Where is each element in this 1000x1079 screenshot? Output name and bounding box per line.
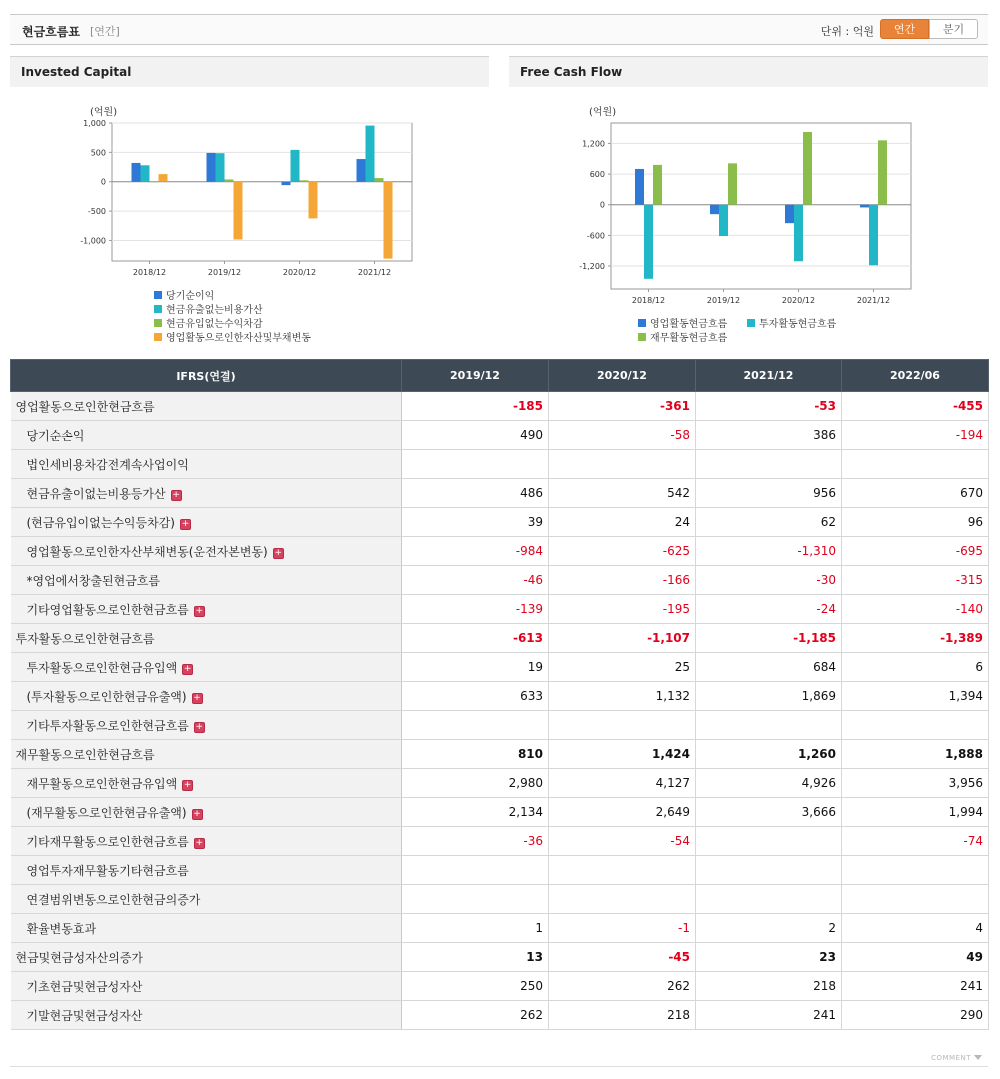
column-header: 2021/12 — [696, 360, 842, 392]
row-label[interactable] — [11, 827, 402, 856]
row-label[interactable] — [11, 682, 402, 711]
table-row — [11, 653, 989, 682]
row-label[interactable] — [11, 479, 402, 508]
free-cash-flow-title: Free Cash Flow — [509, 56, 988, 87]
bar — [150, 181, 159, 182]
table-cell: 1,424 — [549, 740, 696, 769]
table-cell — [549, 885, 696, 914]
row-label-text: 기초현금및현금성자산 — [26, 979, 143, 994]
x-tick-label: 2020/12 — [282, 268, 317, 277]
table-cell: -195 — [549, 595, 696, 624]
table-cell: 39 — [402, 508, 549, 537]
table-cell — [696, 885, 842, 914]
table-row — [11, 856, 989, 885]
bar — [357, 159, 366, 182]
y-tick-label: 600 — [589, 170, 605, 180]
row-label-text: 투자활동으로인한현금흐름 — [15, 631, 155, 646]
table-cell: 1,994 — [842, 798, 989, 827]
column-header: 2019/12 — [402, 360, 549, 392]
bar — [216, 153, 225, 182]
expand-plus-icon[interactable]: + — [172, 489, 180, 500]
y-tick-label: -1,200 — [579, 262, 605, 272]
table-cell: 19 — [402, 653, 549, 682]
table-cell — [549, 711, 696, 740]
statement-header — [10, 14, 988, 45]
table-cell: -613 — [402, 624, 549, 653]
table-row — [11, 421, 989, 450]
column-header: 2022/06 — [842, 360, 989, 392]
bar — [794, 205, 803, 262]
free-cash-flow-chart — [509, 86, 988, 356]
expand-plus-icon[interactable]: + — [195, 721, 204, 732]
table-row — [11, 479, 989, 508]
period-label: [연간] — [90, 25, 120, 38]
table-cell: 250 — [402, 972, 549, 1001]
table-cell: 1,869 — [696, 682, 842, 711]
row-label — [11, 740, 402, 769]
quarter-toggle-button[interactable]: 분기 — [929, 19, 978, 39]
table-cell: -1,310 — [696, 537, 842, 566]
row-label-text: (현금유입이없는수익등차감) — [26, 515, 175, 530]
table-cell — [696, 711, 842, 740]
y-tick-label: -600 — [586, 231, 605, 241]
y-tick-label: -500 — [87, 207, 106, 217]
legend-swatch — [154, 305, 162, 313]
row-label[interactable] — [11, 711, 402, 740]
row-label[interactable] — [11, 595, 402, 624]
legend-label: 당기순이익 — [166, 291, 215, 302]
table-cell: 633 — [402, 682, 549, 711]
table-cell — [549, 450, 696, 479]
table-cell: 3,666 — [696, 798, 842, 827]
y-tick-label: -1,000 — [80, 236, 106, 246]
row-label — [11, 624, 402, 653]
table-cell: -45 — [549, 943, 696, 972]
table-cell: 2,980 — [402, 769, 549, 798]
table-cell: -695 — [842, 537, 989, 566]
table-cell: 2 — [696, 914, 842, 943]
bar — [878, 140, 887, 204]
expand-plus-icon[interactable]: + — [195, 837, 204, 848]
table-cell: 810 — [402, 740, 549, 769]
table-cell: 1,394 — [842, 682, 989, 711]
table-row — [11, 508, 989, 537]
legend-swatch — [154, 291, 162, 299]
unit-label: (억원) — [90, 107, 118, 118]
table-cell: 956 — [696, 479, 842, 508]
expand-plus-icon[interactable]: + — [195, 605, 204, 616]
table-cell: 1,888 — [842, 740, 989, 769]
row-label — [11, 1001, 402, 1030]
statement-title: 현금흐름표 — [22, 25, 80, 39]
row-label — [11, 943, 402, 972]
table-cell: -1 — [549, 914, 696, 943]
table-cell: 490 — [402, 421, 549, 450]
table-row — [11, 798, 989, 827]
x-tick-label: 2020/12 — [781, 296, 816, 305]
row-label-text: 기타영업활동으로인한현금흐름 — [26, 602, 189, 617]
row-label-text: 재무활동으로인한현금흐름 — [15, 747, 155, 762]
table-cell: -315 — [842, 566, 989, 595]
table-cell — [696, 827, 842, 856]
table-cell: -139 — [402, 595, 549, 624]
table-row — [11, 885, 989, 914]
table-cell — [842, 711, 989, 740]
bar — [384, 182, 393, 259]
legend-label: 영업활동으로인한자산및부채변동 — [166, 333, 311, 344]
row-label — [11, 885, 402, 914]
table-header-row — [11, 360, 989, 392]
table-cell: 4,127 — [549, 769, 696, 798]
row-label[interactable] — [11, 653, 402, 682]
row-label-text: 재무활동으로인한현금유입액 — [26, 776, 178, 791]
legend-swatch — [638, 333, 646, 341]
table-cell — [842, 450, 989, 479]
chevron-down-icon — [974, 1055, 982, 1060]
row-label-text: 기타투자활동으로인한현금흐름 — [26, 718, 189, 733]
row-label — [11, 450, 402, 479]
table-cell: -36 — [402, 827, 549, 856]
row-label[interactable] — [11, 508, 402, 537]
expand-plus-icon[interactable]: + — [181, 518, 190, 529]
table-cell: -361 — [549, 392, 696, 421]
table-cell: 6 — [842, 653, 989, 682]
table-cell: 218 — [549, 1001, 696, 1030]
bar — [300, 180, 309, 181]
table-cell: 25 — [549, 653, 696, 682]
expand-plus-icon[interactable]: + — [193, 692, 201, 703]
table-cell: 96 — [842, 508, 989, 537]
row-label — [11, 566, 402, 595]
table-cell: 49 — [842, 943, 989, 972]
table-cell: 670 — [842, 479, 989, 508]
table-cell: -30 — [696, 566, 842, 595]
table-cell — [402, 450, 549, 479]
row-label-text: 기타재무활동으로인한현금흐름 — [26, 834, 189, 849]
invested-capital-panel — [10, 56, 489, 356]
row-label-text: 영업활동으로인한현금흐름 — [15, 399, 155, 414]
table-cell: -455 — [842, 392, 989, 421]
expand-plus-icon[interactable]: + — [193, 808, 201, 819]
table-cell: 62 — [696, 508, 842, 537]
legend-swatch — [747, 319, 755, 327]
table-cell: 241 — [842, 972, 989, 1001]
comment-label: COMMENT — [931, 1054, 971, 1062]
row-label-text: 환율변동효과 — [26, 921, 97, 936]
bar — [225, 179, 234, 181]
table-header-label: IFRS(연결) — [11, 360, 402, 392]
legend-swatch — [638, 319, 646, 327]
y-tick-label: 0 — [599, 200, 605, 210]
table-cell: 290 — [842, 1001, 989, 1030]
row-label[interactable] — [11, 537, 402, 566]
bar — [132, 163, 141, 182]
expand-plus-icon[interactable]: + — [274, 547, 282, 558]
x-tick-label: 2018/12 — [132, 268, 167, 277]
table-row — [11, 972, 989, 1001]
row-label-text: 현금및현금성자산의증가 — [15, 950, 144, 965]
table-cell: 262 — [549, 972, 696, 1001]
table-cell: 4,926 — [696, 769, 842, 798]
bar — [159, 174, 168, 182]
table-cell — [402, 885, 549, 914]
y-tick-label: 500 — [90, 148, 106, 158]
bar — [282, 182, 291, 185]
x-tick-label: 2019/12 — [706, 296, 741, 305]
table-cell: 24 — [549, 508, 696, 537]
table-cell — [842, 885, 989, 914]
table-row — [11, 682, 989, 711]
table-cell — [402, 856, 549, 885]
table-cell: 262 — [402, 1001, 549, 1030]
table-row — [11, 943, 989, 972]
table-cell: -46 — [402, 566, 549, 595]
table-cell — [696, 856, 842, 885]
y-tick-label: 0 — [100, 177, 106, 187]
bar — [234, 182, 243, 240]
table-cell: -1,185 — [696, 624, 842, 653]
bar — [291, 150, 300, 182]
bar — [728, 163, 737, 204]
table-row — [11, 769, 989, 798]
table-cell: -625 — [549, 537, 696, 566]
row-label-text: (투자활동으로인한현금유출액) — [26, 689, 187, 704]
y-tick-label: 1,000 — [83, 119, 106, 128]
table-cell: 218 — [696, 972, 842, 1001]
table-cell: 1 — [402, 914, 549, 943]
table-cell — [842, 856, 989, 885]
table-cell: -984 — [402, 537, 549, 566]
table-cell: -74 — [842, 827, 989, 856]
table-row — [11, 392, 989, 421]
row-label-text: 현금유출이없는비용등가산 — [26, 486, 166, 501]
row-label-text: *영업에서창출된현금흐름 — [26, 573, 161, 588]
table-row — [11, 740, 989, 769]
table-cell: -53 — [696, 392, 842, 421]
table-cell: -166 — [549, 566, 696, 595]
row-label — [11, 972, 402, 1001]
bar — [785, 205, 794, 223]
row-label — [11, 914, 402, 943]
invested-capital-chart — [10, 86, 489, 356]
table-cell — [549, 856, 696, 885]
table-cell: 241 — [696, 1001, 842, 1030]
table-cell: 542 — [549, 479, 696, 508]
table-cell — [402, 711, 549, 740]
bar — [644, 205, 653, 279]
legend-label: 재무활동현금흐름 — [650, 333, 728, 344]
bar — [207, 153, 216, 182]
comment-toggle[interactable] — [931, 1054, 982, 1062]
row-label-text: 당기순손익 — [26, 428, 85, 443]
table-cell: -24 — [696, 595, 842, 624]
unit-label: (억원) — [589, 107, 617, 118]
free-cash-flow-panel — [509, 56, 988, 356]
table-row — [11, 595, 989, 624]
table-cell: -1,389 — [842, 624, 989, 653]
table-cell: 23 — [696, 943, 842, 972]
x-tick-label: 2018/12 — [631, 296, 666, 305]
table-cell: 2,649 — [549, 798, 696, 827]
table-cell: 13 — [402, 943, 549, 972]
cash-flow-table — [10, 359, 989, 1030]
table-row — [11, 711, 989, 740]
bar — [719, 205, 728, 236]
table-row — [11, 914, 989, 943]
table-row — [11, 624, 989, 653]
table-row — [11, 566, 989, 595]
row-label[interactable] — [11, 769, 402, 798]
invested-capital-title: Invested Capital — [10, 56, 489, 87]
table-cell — [696, 450, 842, 479]
annual-toggle-button[interactable]: 연간 — [880, 19, 929, 39]
row-label-text: 투자활동으로인한현금유입액 — [26, 660, 178, 675]
row-label-text: 연결범위변동으로인한현금의증가 — [26, 892, 201, 907]
table-cell: -1,107 — [549, 624, 696, 653]
legend-swatch — [154, 319, 162, 327]
table-cell: -185 — [402, 392, 549, 421]
bar — [653, 165, 662, 205]
row-label — [11, 392, 402, 421]
bar — [803, 132, 812, 205]
legend-label: 투자활동현금흐름 — [759, 319, 837, 330]
table-row — [11, 450, 989, 479]
table-cell: 386 — [696, 421, 842, 450]
table-cell: -58 — [549, 421, 696, 450]
table-cell: 1,260 — [696, 740, 842, 769]
row-label — [11, 856, 402, 885]
bar — [141, 165, 150, 181]
row-label-text: 기말현금및현금성자산 — [26, 1008, 143, 1023]
row-label-text: (재무활동으로인한현금유출액) — [26, 805, 187, 820]
bar — [309, 182, 318, 219]
row-label — [11, 421, 402, 450]
legend-label: 현금유출없는비용가산 — [166, 305, 263, 316]
table-row — [11, 827, 989, 856]
table-row — [11, 1001, 989, 1030]
x-tick-label: 2019/12 — [207, 268, 242, 277]
bottom-divider — [10, 1066, 988, 1067]
bar — [869, 205, 878, 266]
bar — [375, 178, 384, 182]
bar — [710, 205, 719, 214]
row-label-text: 법인세비용차감전계속사업이익 — [26, 457, 189, 472]
y-tick-label: 1,200 — [582, 139, 605, 149]
x-tick-label: 2021/12 — [856, 296, 891, 305]
table-row — [11, 537, 989, 566]
table-cell: 3,956 — [842, 769, 989, 798]
legend-label: 영업활동현금흐름 — [650, 319, 728, 330]
table-cell: -140 — [842, 595, 989, 624]
row-label[interactable] — [11, 798, 402, 827]
x-tick-label: 2021/12 — [357, 268, 392, 277]
table-cell: 2,134 — [402, 798, 549, 827]
table-cell: -54 — [549, 827, 696, 856]
bar — [635, 169, 644, 205]
row-label-text: 영업활동으로인한자산부채변동(운전자본변동) — [26, 544, 268, 559]
table-cell: 486 — [402, 479, 549, 508]
unit-label: 단위 : 억원 — [820, 25, 874, 38]
legend-swatch — [154, 333, 162, 341]
row-label-text: 영업투자재무활동기타현금흐름 — [26, 863, 189, 878]
bar — [366, 126, 375, 182]
table-cell: -194 — [842, 421, 989, 450]
table-cell: 1,132 — [549, 682, 696, 711]
bar — [860, 205, 869, 208]
table-cell: 4 — [842, 914, 989, 943]
legend-label: 현금유입없는수익차감 — [166, 319, 263, 330]
table-cell: 684 — [696, 653, 842, 682]
expand-plus-icon[interactable]: + — [183, 663, 192, 674]
expand-plus-icon[interactable]: + — [183, 779, 192, 790]
column-header: 2020/12 — [549, 360, 696, 392]
